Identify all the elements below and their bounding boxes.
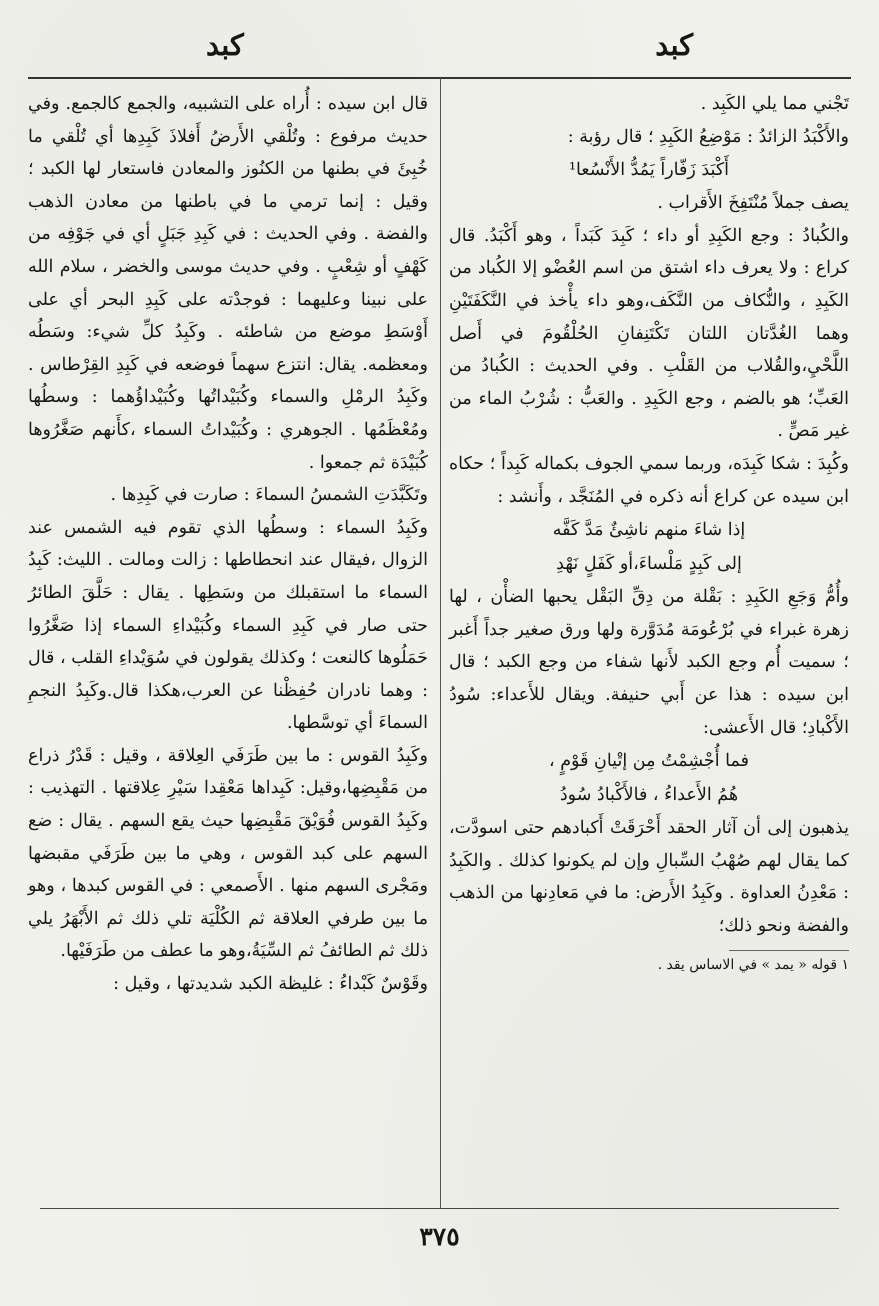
verse-line: إذا شاءَ منهم ناشِئٌ مَدَّ كَفَّه [552, 520, 746, 541]
paragraph: تَجْني مما يلي الكَبِد . [700, 94, 849, 114]
paragraph: وأُمُّ وَجَعِ الكَبِدِ : بَقْلة من دِقِّ البَقْل يحبها الضأْن ، لها زهرة غبراء في بُرْعُومَة مُدَوَّرة ولها ورق صغير جداً أَغبر ؛ سميت أُم وجع الكبد لأَنها شفاء من وجع الكبد ؛ قال ابن سيده : هذا عن أَبي حنيفة. ويقال للأَعداء: سُودُ الأَكْبادِ؛ قال الأَعشى: [449, 587, 849, 738]
page-number: ٣٧٥ [419, 1222, 460, 1251]
verse-line: أَكْبَدَ زَفّاراً يَمُدُّ الأَنْسُعا¹ [568, 160, 730, 181]
right-headword: كبد [655, 28, 693, 62]
verse-line: فما أُجْشِمْتُ مِن إتْيانِ قَوْمٍ ، [548, 751, 749, 772]
paragraph: وكَبِدُ السماء : وسطُها الذي تقوم فيه الشمس عند الزوال ،فيقال عند انحطاطها : زالت ومالت . الليث: كَبِدُ السماء ما استقبلك من وسَطِها . يقال : حَلَّقَ الطائرُ حتى صار في كَبِدِ السماء وكُبَيْداءِ السماء إذا صَغَّرُوا حَمَلُوها كالنعت ؛ وكذلك يقولون في سُوَيْداءِ القلب ، قال : وهما نادران حُفِظْنا عن العرب،هكذا قال.وكَبِدُ النجمِ السماءَ أي توسَّطها. [28, 517, 428, 734]
paragraph: وكَبِدُ القوس : ما بين طَرَفَي العِلاقة ، وقيل : قَدْرُ ذراع من مَقْبِضِها،وقيل: كَبِداها مَعْقِدا سَيْرِ عِلاقتها . التهذيب : وكَبِدُ القوس فُوَيْقَ مَقْبِضِها حيث يقع السهم . يقال : ضع السهم على كبد القوس ، وهي ما بين طَرَفَي مقبضها ومَجْرى السهم منها . الأَصمعي : في القوس كبدها ، وهو ما بين طرفي العلاقة ثم الكُلْيَة تلي ذلك ثم الأَبْهَرُ يلي ذلك ثم الطائفُ ثم السِّيَةُ،وهو ما عطف من طَرَفَيْها. [28, 745, 428, 962]
bottom-rule [40, 1208, 839, 1209]
footnote-rule [729, 950, 849, 951]
right-column [449, 88, 849, 975]
paragraph: يصف جملاً مُنْتَفِخَ الأَقراب . [657, 193, 849, 214]
paragraph: والكُبادُ : وجع الكَبِدِ أو داء ؛ كَبِدَ كَبَداً ، وهو أَكْبَدُ. قال كراع : ولا يعرف داء اشتق من اسم العُضْو إلا الكُباد من الكَبِدِ ، والنُّكاف من النَّكَف،وهو داء يأْخذ في النَّكَفَتَيْنِ وهما الغُدَّتان اللتان تَكْتَنِفانِ الحُلْقُومَ في أَصل اللَّحْيِ،والقُلاب من القَلْبِ . وفي الحديث : الكُبادُ من العَبِّ؛ هو بالضم ، وجع الكَبِدِ . والعَبُّ : شُرْبُ الماء من غير مَصٍّ . [449, 225, 849, 442]
paragraph: وكُبِدَ : شكا كَبِدَه، وربما سمي الجوف بكماله كَبِداً ؛ حكاه ابن سيده عن كراع أنه ذكره في المُنَجَّد ، وأَنشد : [449, 453, 849, 507]
paragraph: يذهبون إلى أن آثار الحقد أَحْرَقَتْ أَكبادهم حتى اسودَّت، كما يقال لهم صُهْبُ السِّبالِ وإن لم يكونوا كذلك . والكَبِدُ : مَعْدِنُ العداوة . وكَبِدُ الأَرض: ما في مَعادِنها من الذهب والفضة ونحو ذلك؛ [449, 818, 849, 936]
left-headword: كبد [206, 28, 244, 62]
paragraph: قال ابن سيده : أُراه على التشبيه، والجمع كالجمع. وفي حديث مرفوع : وتُلْقي الأَرضُ أَفلاذَ كَبِدِها أي تُلْقي ما خُبِئَ في بطنها من الكنُوز والمعادن فاستعار لها الكبد ؛ وقيل : إنما ترمي ما في باطنها من معادن الذهب والفضة . وفي الحديث : في كَبِدِ جَبَلٍ أي في جَوْفِه من كَهْفٍ أو شِعْبٍ . وفي حديث موسى والخضر ، سلام الله على نبينا وعليهما : فوجدْته على كَبِدِ البحر أي على أَوْسَطِ موضع من شاطئه . وكَبِدُ كلِّ شيء: وسَطُه ومعظمه. يقال: انتزع سهماً فوضعه في كَبِدِ القِرْطاس . وكَبِدُ الرمْلِ والسماء وكُبَيْداتُها وكُبَيْداؤُهما : وسطُها ومُعْظَمُها . الجوهري : وكُبَيْداتُ السماء ،كأَنهم صَغَّرُوها كُبَيْدَة ثم جمعوا . [28, 94, 428, 473]
verse-line: هُمُ الأَعداءُ ، فالأَكْبادُ سُودُ [559, 785, 739, 806]
column-divider [440, 78, 441, 1208]
paragraph: وتَكَبَّدَتِ الشمسُ السماءَ : صارت في كَبِدِها . [110, 485, 428, 506]
verse-line: إلى كَبِدٍ مَلْساءَ،أو كَفَلٍ نَهْدِ [556, 554, 742, 575]
paragraph: وقَوْسٌ كَبْداءُ : غليظة الكبد شديدتها ، وقيل : [113, 974, 428, 995]
left-column [28, 88, 428, 1001]
paragraph: والأَكْبَدُ الزائدُ : مَوْضِعُ الكَبِدِ ؛ قال رؤبة : [567, 126, 849, 147]
footnote: ١ قوله « يمد » في الاساس يقد . [657, 957, 849, 974]
